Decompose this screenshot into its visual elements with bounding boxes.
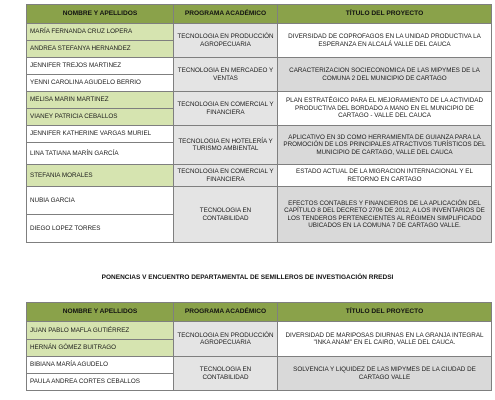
project-title-cell: PLAN ESTRATÉGICO PARA EL MEJORAMIENTO DE LA ACTIVIDAD PRODUCTIVA DEL BORDADO A MANO EN EL MUNICIPIO DE CARTAGO - VALLE DEL CAUCA: [278, 92, 492, 126]
student-name: PAULA ANDREA CORTES CEBALLOS: [27, 374, 174, 391]
table-header-row: [27, 5, 492, 24]
student-name: LINA TATIANA MARÍN GARCÍA: [27, 143, 174, 165]
student-name: NUBIA GARCIA: [27, 187, 174, 215]
projects-table-1: [26, 4, 492, 243]
student-name: STEFANIA MORALES: [27, 165, 174, 187]
program-cell: TECNOLOGIA EN COMERCIAL Y FINANCIERA: [174, 92, 278, 126]
program-cell: TECNOLOGIA EN HOTELERÍA Y TURISMO AMBIENTAL: [174, 126, 278, 165]
table-row: [27, 322, 492, 340]
program-cell: TECNOLOGIA EN PRODUCCIÓN AGROPECUARIA: [174, 24, 278, 58]
project-title-cell: SOLVENCIA Y LIQUIDEZ DE LAS MIPYMES DE LA CIUDAD DE CARTAGO VALLE: [278, 357, 492, 391]
program-cell: TECNOLOGIA EN CONTABILIDAD: [174, 357, 278, 391]
student-name: VIANEY PATRICIA CEBALLOS: [27, 109, 174, 126]
student-name: DIEGO LOPEZ TORRES: [27, 215, 174, 243]
program-cell: TECNOLOGIA EN PRODUCCIÓN AGROPECUARIA: [174, 322, 278, 357]
program-cell: TECNOLOGIA EN COMERCIAL Y FINANCIERA: [174, 165, 278, 187]
table-row: [27, 165, 492, 187]
section-title: PONENCIAS V ENCUENTRO DEPARTAMENTAL DE SEMILLEROS DE INVESTIGACIÓN RREDSI: [101, 274, 394, 281]
project-title-cell: EFECTOS CONTABLES Y FINANCIEROS DE LA APLICACIÓN DEL CAPÍTULO 8 DEL DECRETO 2706 DE 2012, A LOS INVENTARIOS DE LOS TENDEROS PERTENECIENTES AL RÉGIMEN SIMPLIFICADO UBICADOS EN LA COMUNA 7 DE CARTAGO VALLE.: [278, 187, 492, 243]
student-name: HERNÁN GÓMEZ BUITRAGO: [27, 340, 174, 357]
student-name: BIBIANA MARÍA AGUDELO: [27, 357, 174, 374]
student-name: JENNIFER TREJOS MARTINEZ: [27, 58, 174, 75]
header-program: PROGRAMA ACADÉMICO: [174, 5, 278, 24]
header-title: TÍTULO DEL PROYECTO: [278, 303, 492, 322]
header-title: TÍTULO DEL PROYECTO: [278, 5, 492, 24]
student-name: JENNIFER KATHERINE VARGAS MURIEL: [27, 126, 174, 143]
table-row: [27, 58, 492, 75]
project-title-cell: DIVERSIDAD DE COPROFAGOS EN LA UNIDAD PRODUCTIVA LA ESPERANZA EN ALCALÁ VALLE DEL CAUCA: [278, 24, 492, 58]
table-row: [27, 24, 492, 41]
table-row: [27, 92, 492, 109]
project-title-cell: CARACTERIZACION SOCIECONOMICA DE LAS MIPYMES DE LA COMUNA 2 DEL MUNICIPIO DE CARTAGO: [278, 58, 492, 92]
student-name: YENNI CAROLINA AGUDELO BERRIO: [27, 75, 174, 92]
header-name: NOMBRE Y APELLIDOS: [27, 303, 174, 322]
program-cell: TECNOLOGIA EN MERCADEO Y VENTAS: [174, 58, 278, 92]
header-name: NOMBRE Y APELLIDOS: [27, 5, 174, 24]
student-name: JUAN PABLO MAFLA GUTIÉRREZ: [27, 322, 174, 340]
table-row: [27, 126, 492, 143]
student-name: MARÍA FERNANDA CRUZ LOPERA: [27, 24, 174, 41]
table-row: [27, 187, 492, 215]
program-cell: TECNOLOGIA EN CONTABILIDAD: [174, 187, 278, 243]
project-title-cell: ESTADO ACTUAL DE LA MIGRACION INTERNACIONAL Y EL RETORNO EN CARTAGO: [278, 165, 492, 187]
project-title-cell: DIVERSIDAD DE MARIPOSAS DIURNAS EN LA GRANJA INTEGRAL "INKA ANAM" EN EL CAIRO, VALLE DEL CAUCA.: [278, 322, 492, 357]
header-program: PROGRAMA ACADÉMICO: [174, 303, 278, 322]
project-title-cell: APLICATIVO EN 3D COMO HERRAMIENTA DE GUIANZA PARA LA PROMOCIÓN DE LOS PRINCIPALES ATRACTIVOS TURÍSTICOS DEL MUNICIPIO DE CARTAGO, VALLE DEL CAUCA: [278, 126, 492, 165]
projects-table-2: [26, 302, 492, 391]
table-header-row: [27, 303, 492, 322]
table-row: [27, 357, 492, 374]
student-name: ANDREA STEFANYA HERNANDEZ: [27, 41, 174, 58]
student-name: MELISA MARIN MARTINEZ: [27, 92, 174, 109]
